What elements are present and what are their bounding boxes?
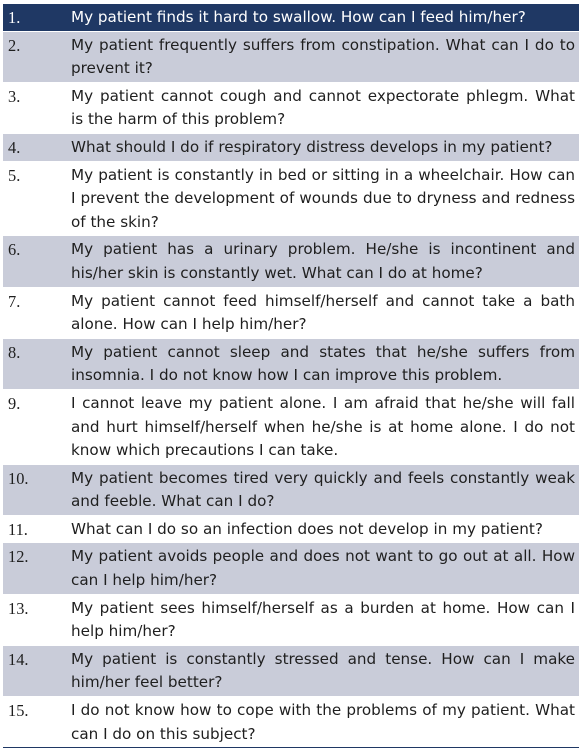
table-row xyxy=(3,515,579,543)
question-number: 12. xyxy=(3,543,67,594)
table-row xyxy=(3,464,579,515)
question-number: 8. xyxy=(3,338,67,389)
question-number: 13. xyxy=(3,594,67,645)
table-row xyxy=(3,697,579,748)
question-text: My patient finds it hard to swallow. How can I feed him/her? xyxy=(67,4,579,32)
question-number: 14. xyxy=(3,645,67,696)
question-number: 7. xyxy=(3,287,67,338)
question-number: 3. xyxy=(3,82,67,133)
table-row xyxy=(3,82,579,133)
question-text: My patient is constantly stressed and tense. How can I make him/her feel better? xyxy=(67,645,579,696)
table-row xyxy=(3,338,579,389)
table-row xyxy=(3,645,579,696)
question-number: 9. xyxy=(3,389,67,464)
question-number: 4. xyxy=(3,133,67,161)
question-number: 6. xyxy=(3,236,67,287)
table-row xyxy=(3,389,579,464)
question-text: What can I do so an infection does not develop in my patient? xyxy=(67,515,579,543)
question-text: I cannot leave my patient alone. I am afraid that he/she will fall and hurt himself/herself when he/she is at home alone. I do not know which precautions I can take. xyxy=(67,389,579,464)
question-number: 1. xyxy=(3,4,67,32)
question-number: 15. xyxy=(3,697,67,748)
question-text: What should I do if respiratory distress develops in my patient? xyxy=(67,133,579,161)
question-text: My patient has a urinary problem. He/she is incontinent and his/her skin is constantly wet. What can I do at home? xyxy=(67,236,579,287)
question-text: My patient cannot feed himself/herself and cannot take a bath alone. How can I help him/her? xyxy=(67,287,579,338)
table-row xyxy=(3,133,579,161)
question-text: My patient is constantly in bed or sitting in a wheelchair. How can I prevent the development of wounds due to dryness and redness of the skin? xyxy=(67,161,579,236)
question-text: My patient cannot cough and cannot expectorate phlegm. What is the harm of this problem? xyxy=(67,82,579,133)
table-row xyxy=(3,543,579,594)
question-text: My patient sees himself/herself as a burden at home. How can I help him/her? xyxy=(67,594,579,645)
table-row xyxy=(3,161,579,236)
table-row xyxy=(3,287,579,338)
questions-table xyxy=(3,3,579,748)
question-text: My patient becomes tired very quickly and feels constantly weak and feeble. What can I do? xyxy=(67,464,579,515)
question-text: My patient avoids people and does not want to go out at all. How can I help him/her? xyxy=(67,543,579,594)
table-row xyxy=(3,236,579,287)
question-text: My patient cannot sleep and states that he/she suffers from insomnia. I do not know how I can improve this problem. xyxy=(67,338,579,389)
question-text: My patient frequently suffers from constipation. What can I do to prevent it? xyxy=(67,31,579,82)
question-number: 11. xyxy=(3,515,67,543)
question-number: 2. xyxy=(3,31,67,82)
question-number: 10. xyxy=(3,464,67,515)
table-row xyxy=(3,31,579,82)
question-number: 5. xyxy=(3,161,67,236)
question-text: I do not know how to cope with the problems of my patient. What can I do on this subject? xyxy=(67,697,579,748)
table-row xyxy=(3,4,579,32)
table-row xyxy=(3,594,579,645)
